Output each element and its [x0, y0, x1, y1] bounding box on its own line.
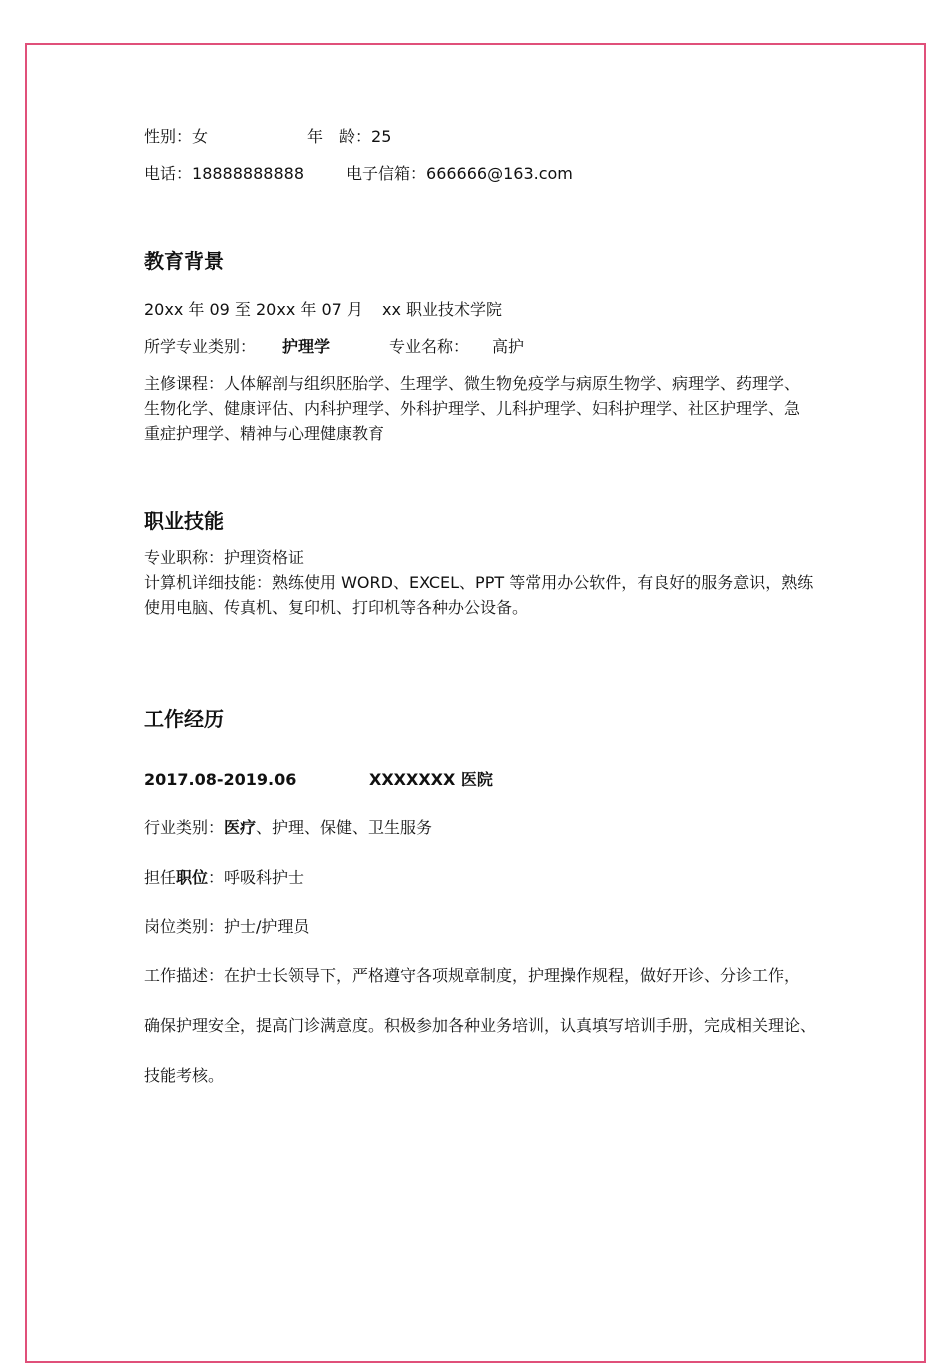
- gender-label: 性别：: [144, 127, 193, 146]
- major-name-line: [389, 337, 469, 357]
- title-label: 专业职称：: [144, 548, 225, 567]
- courses-label: 主修课程：: [144, 374, 225, 393]
- industry-line: [144, 818, 432, 838]
- post-category-label: 岗位类别：: [144, 917, 225, 936]
- education-period: 20xx 年 09 至 20xx 年 07 月: [144, 300, 363, 319]
- post-category-value: 护士/护理员: [224, 917, 310, 936]
- post-category-line: [144, 917, 309, 937]
- major-category-label: 所学专业类别：: [144, 337, 257, 356]
- courses-value: 人体解剖与组织胚胎学、生理学、微生物免疫学与病原生物学、病理学、药理学、生物化学、健康评估、内科护理学、外科护理学、儿科护理学、妇科护理学、社区护理学、急重症护理学、精神与心理健康教育: [144, 374, 801, 443]
- skills-heading: 职业技能: [144, 509, 224, 533]
- education-heading: 教育背景: [144, 249, 224, 273]
- work-employer: XXXXXXX 医院: [369, 770, 493, 789]
- position-label-suffix: ：: [208, 868, 225, 887]
- position-line: [144, 868, 304, 888]
- work-description-paragraph: [144, 951, 816, 1101]
- email-label: 电子信箱：: [346, 164, 427, 183]
- computer-skills-paragraph: [144, 570, 814, 620]
- position-value: 呼吸科护士: [224, 868, 305, 887]
- industry-rest: 、护理、保健、卫生服务: [256, 818, 433, 837]
- gender-value: 女: [192, 127, 209, 146]
- industry-label: 行业类别：: [144, 818, 225, 837]
- title-value: 护理资格证: [224, 548, 305, 567]
- phone-value: 18888888888: [192, 164, 304, 183]
- age-value: 25: [371, 127, 392, 146]
- work-period: 2017.08-2019.06: [144, 770, 297, 789]
- age-line: [307, 127, 391, 147]
- phone-label: 电话：: [144, 164, 193, 183]
- computer-skills-label: 计算机详细技能：: [144, 573, 273, 592]
- page-border: [25, 43, 926, 1363]
- work-description-value: 在护士长领导下，严格遵守各项规章制度，护理操作规程，做好开诊、分诊工作，确保护理安全，提高门诊满意度。积极参加各种业务培训，认真填写培训手册，完成相关理论、技能考核。: [144, 966, 817, 1085]
- industry-bold: 医疗: [224, 818, 257, 837]
- title-line: [144, 545, 814, 570]
- major-name-value: 高护: [492, 337, 525, 356]
- work-description-label: 工作描述：: [144, 966, 225, 985]
- computer-skills-value: 熟练使用 WORD、EXCEL、PPT 等常用办公软件，有良好的服务意识，熟练使用电脑、传真机、复印机、打印机等各种办公设备。: [144, 573, 814, 617]
- work-heading: 工作经历: [144, 707, 224, 731]
- major-name-label: 专业名称：: [389, 337, 470, 356]
- education-school: xx 职业技术学院: [382, 300, 503, 319]
- age-label: 年 龄：: [307, 127, 372, 146]
- email-value: 666666@163.com: [426, 164, 573, 183]
- position-label-prefix: 担任: [144, 868, 177, 887]
- phone-line: [144, 164, 304, 184]
- major-category-line: [144, 337, 256, 357]
- courses-paragraph: [144, 371, 814, 446]
- email-line: [346, 164, 573, 184]
- position-label-bold: 职位: [176, 868, 209, 887]
- gender-line: [144, 127, 208, 147]
- major-category-value: 护理学: [282, 337, 331, 356]
